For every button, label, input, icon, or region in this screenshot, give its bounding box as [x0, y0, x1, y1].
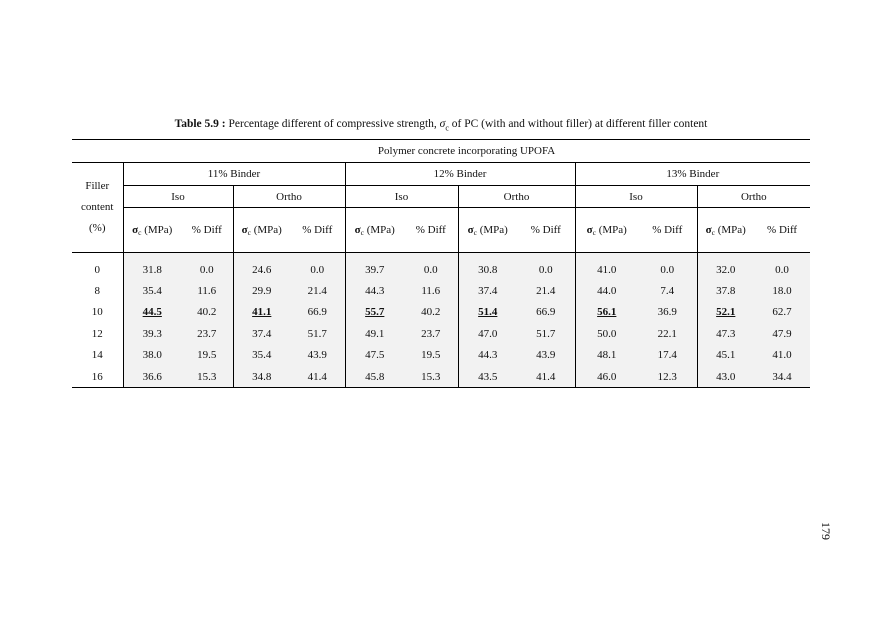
- max-strength-value: 52.1: [716, 306, 736, 319]
- strength-value-cell: 37.8: [697, 280, 754, 301]
- filler-content-cell: 8: [72, 280, 123, 301]
- strength-value-cell: 47.3: [697, 323, 754, 344]
- strength-value-cell: 36.6: [123, 366, 181, 388]
- caption-symbol: σ: [439, 118, 446, 130]
- diff-value-cell: 11.6: [404, 280, 458, 301]
- strength-value-cell: 37.4: [458, 280, 517, 301]
- resin-header: Ortho: [458, 186, 575, 208]
- diff-value-cell: 17.4: [638, 345, 697, 366]
- table-row: [72, 302, 810, 323]
- diff-value-cell: 12.3: [638, 366, 697, 388]
- sigma-symbol: σ: [705, 223, 712, 236]
- diff-column-header: % Diff: [290, 208, 345, 253]
- diff-value-cell: 18.0: [754, 280, 810, 301]
- strength-value-cell: 35.4: [233, 345, 290, 366]
- diff-value-cell: 40.2: [181, 302, 233, 323]
- filler-label-line-3: (%): [89, 222, 106, 234]
- strength-unit: (MPa): [595, 223, 627, 236]
- strength-unit: (MPa): [250, 223, 282, 236]
- strength-value-cell: [345, 302, 404, 323]
- filler-label-line-2: content: [81, 201, 114, 213]
- strength-value-cell: 24.6: [233, 259, 290, 280]
- diff-value-cell: 47.9: [754, 323, 810, 344]
- binder-header-13: 13% Binder: [575, 163, 810, 186]
- resin-header: Iso: [575, 186, 697, 208]
- diff-value-cell: 62.7: [754, 302, 810, 323]
- filler-content-cell: 0: [72, 259, 123, 280]
- strength-value-cell: [575, 302, 638, 323]
- diff-value-cell: 43.9: [290, 345, 345, 366]
- filler-content-cell: 12: [72, 323, 123, 344]
- table-caption: [72, 118, 810, 132]
- strength-value-cell: [123, 302, 181, 323]
- strength-value-cell: 44.3: [458, 345, 517, 366]
- page-number: 179: [819, 522, 833, 540]
- strength-value-cell: 45.1: [697, 345, 754, 366]
- diff-value-cell: 23.7: [181, 323, 233, 344]
- strength-value-cell: 30.8: [458, 259, 517, 280]
- diff-value-cell: 23.7: [404, 323, 458, 344]
- strength-value-cell: [233, 302, 290, 323]
- resin-header: Iso: [123, 186, 233, 208]
- caption-label: Table 5.9 :: [174, 118, 226, 130]
- strength-value-cell: 47.5: [345, 345, 404, 366]
- strength-value-cell: 41.0: [575, 259, 638, 280]
- sigma-subscript: c: [711, 227, 715, 237]
- strength-value-cell: 43.0: [697, 366, 754, 388]
- filler-label-line-1: Filler: [85, 180, 110, 192]
- strength-column-header: [123, 208, 181, 253]
- sigma-subscript: c: [360, 227, 364, 237]
- sigma-symbol: σ: [132, 223, 139, 236]
- strength-value-cell: 31.8: [123, 259, 181, 280]
- filler-content-cell: 14: [72, 345, 123, 366]
- filler-content-header: [72, 163, 123, 253]
- diff-value-cell: 66.9: [517, 302, 575, 323]
- strength-value-cell: 43.5: [458, 366, 517, 388]
- strength-column-header: [458, 208, 517, 253]
- resin-header: Ortho: [697, 186, 810, 208]
- strength-value-cell: 48.1: [575, 345, 638, 366]
- max-strength-value: 44.5: [142, 306, 162, 319]
- strength-value-cell: 45.8: [345, 366, 404, 388]
- diff-column-header: % Diff: [517, 208, 575, 253]
- sigma-subscript: c: [247, 227, 251, 237]
- resin-header: Ortho: [233, 186, 345, 208]
- strength-value-cell: 39.7: [345, 259, 404, 280]
- filler-content-cell: 10: [72, 302, 123, 323]
- sigma-symbol: σ: [586, 223, 593, 236]
- diff-column-header: % Diff: [638, 208, 697, 253]
- max-strength-value: 55.7: [365, 306, 385, 319]
- table-row: [72, 366, 810, 388]
- diff-value-cell: 0.0: [638, 259, 697, 280]
- diff-value-cell: 0.0: [181, 259, 233, 280]
- diff-value-cell: 51.7: [290, 323, 345, 344]
- sigma-subscript: c: [592, 227, 596, 237]
- strength-value-cell: 34.8: [233, 366, 290, 388]
- strength-unit: (MPa): [141, 223, 173, 236]
- diff-column-header: % Diff: [181, 208, 233, 253]
- strength-value-cell: 38.0: [123, 345, 181, 366]
- sigma-symbol: σ: [467, 223, 474, 236]
- diff-value-cell: 7.4: [638, 280, 697, 301]
- strength-unit: (MPa): [363, 223, 395, 236]
- blank-corner: [72, 140, 123, 163]
- strength-value-cell: 29.9: [233, 280, 290, 301]
- table-row: [72, 259, 810, 280]
- strength-unit: (MPa): [714, 223, 746, 236]
- sigma-subscript: c: [138, 227, 142, 237]
- diff-value-cell: 19.5: [181, 345, 233, 366]
- diff-value-cell: 40.2: [404, 302, 458, 323]
- strength-column-header: [697, 208, 754, 253]
- strength-value-cell: 44.3: [345, 280, 404, 301]
- diff-value-cell: 36.9: [638, 302, 697, 323]
- strength-value-cell: 47.0: [458, 323, 517, 344]
- diff-value-cell: 21.4: [290, 280, 345, 301]
- diff-value-cell: 41.0: [754, 345, 810, 366]
- table-row: [72, 280, 810, 301]
- diff-value-cell: 22.1: [638, 323, 697, 344]
- sigma-subscript: c: [473, 227, 477, 237]
- strength-value-cell: 39.3: [123, 323, 181, 344]
- diff-value-cell: 0.0: [754, 259, 810, 280]
- diff-value-cell: 0.0: [404, 259, 458, 280]
- strength-value-cell: [458, 302, 517, 323]
- diff-column-header: % Diff: [754, 208, 810, 253]
- diff-value-cell: 21.4: [517, 280, 575, 301]
- binder-header-11: 11% Binder: [123, 163, 345, 186]
- strength-value-cell: 35.4: [123, 280, 181, 301]
- diff-value-cell: 41.4: [290, 366, 345, 388]
- max-strength-value: 51.4: [478, 306, 498, 319]
- diff-value-cell: 0.0: [517, 259, 575, 280]
- diff-value-cell: 34.4: [754, 366, 810, 388]
- strength-value-cell: 32.0: [697, 259, 754, 280]
- strength-column-header: [575, 208, 638, 253]
- sigma-symbol: σ: [354, 223, 361, 236]
- diff-value-cell: 15.3: [181, 366, 233, 388]
- diff-value-cell: 15.3: [404, 366, 458, 388]
- caption-symbol-sub: c: [445, 123, 449, 133]
- diff-value-cell: 51.7: [517, 323, 575, 344]
- filler-content-cell: 16: [72, 366, 123, 388]
- max-strength-value: 56.1: [597, 306, 617, 319]
- caption-text-after: of PC (with and without filler) at different filler content: [448, 118, 708, 130]
- strength-value-cell: 49.1: [345, 323, 404, 344]
- table-row: [72, 345, 810, 366]
- diff-value-cell: 43.9: [517, 345, 575, 366]
- diff-value-cell: 41.4: [517, 366, 575, 388]
- diff-value-cell: 19.5: [404, 345, 458, 366]
- caption-text-before: Percentage different of compressive strength,: [225, 118, 440, 130]
- strength-table: [72, 139, 810, 388]
- group-header: Polymer concrete incorporating UPOFA: [123, 140, 810, 163]
- strength-value-cell: 50.0: [575, 323, 638, 344]
- binder-header-12: 12% Binder: [345, 163, 575, 186]
- diff-value-cell: 11.6: [181, 280, 233, 301]
- strength-column-header: [233, 208, 290, 253]
- strength-column-header: [345, 208, 404, 253]
- strength-value-cell: 44.0: [575, 280, 638, 301]
- table-row: [72, 323, 810, 344]
- strength-value-cell: 37.4: [233, 323, 290, 344]
- diff-value-cell: 0.0: [290, 259, 345, 280]
- strength-value-cell: [697, 302, 754, 323]
- diff-value-cell: 66.9: [290, 302, 345, 323]
- resin-header: Iso: [345, 186, 458, 208]
- max-strength-value: 41.1: [252, 306, 272, 319]
- strength-value-cell: 46.0: [575, 366, 638, 388]
- strength-unit: (MPa): [476, 223, 508, 236]
- diff-column-header: % Diff: [404, 208, 458, 253]
- sigma-symbol: σ: [241, 223, 248, 236]
